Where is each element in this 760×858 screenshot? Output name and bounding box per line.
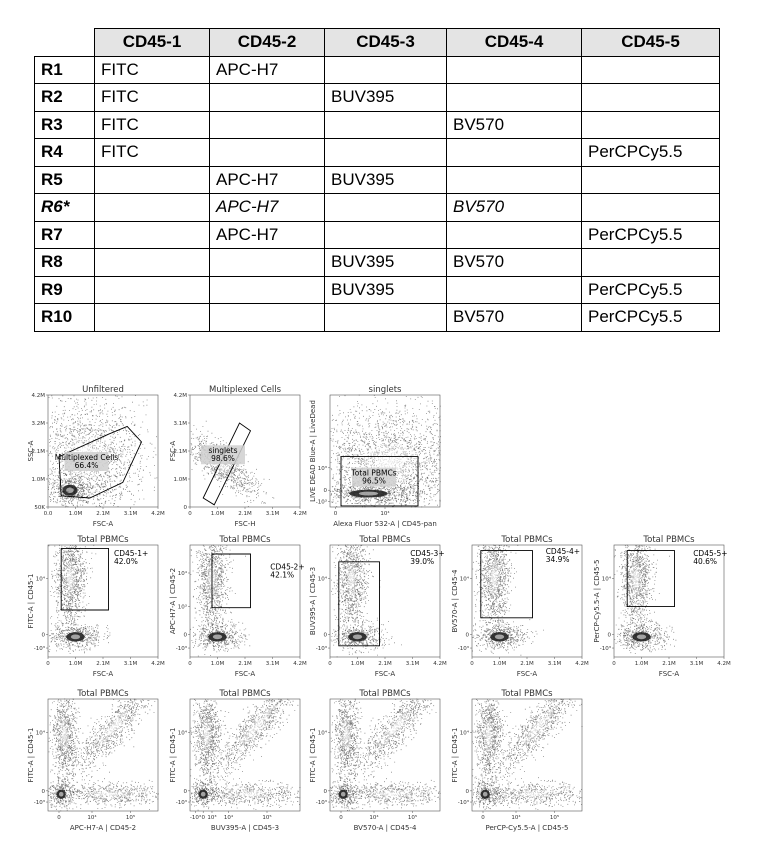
y-tick-label: 4.2M — [173, 393, 187, 399]
x-tick-label: 3.1M — [405, 661, 420, 667]
header-cd45-4: CD45-4 — [447, 29, 582, 57]
x-tick-label: 4.2M — [293, 511, 307, 517]
table-row — [35, 249, 720, 277]
gate-percentage: 98.6% — [211, 454, 235, 464]
table-cell: BV570 — [447, 111, 582, 139]
gate-percentage: 40.6% — [693, 557, 718, 567]
x-axis-label: FSC-A — [92, 520, 114, 528]
header-corner — [35, 29, 95, 57]
gate-name: Multiplexed Cells — [54, 452, 119, 462]
y-tick-label: -10³ — [599, 646, 611, 653]
gate-percentage: 42.0% — [114, 557, 138, 567]
table-cell — [325, 111, 447, 139]
plot-title: Total PBMCs — [77, 689, 129, 699]
plot-canvas — [310, 687, 460, 839]
x-tick-label: 2.1M — [378, 661, 392, 667]
y-axis-label: LIVE DEAD Blue-A | LiveDead — [309, 400, 317, 502]
header-cd45-2: CD45-2 — [210, 29, 325, 57]
x-tick-label: 10⁴ — [223, 815, 234, 821]
x-tick-label: 10⁴ — [380, 511, 390, 517]
x-axis-label: FSC-A — [234, 670, 256, 678]
table-cell — [582, 56, 720, 84]
x-tick-label: 10⁴ — [369, 815, 379, 821]
y-tick-label: 0 — [41, 632, 45, 639]
table-cell — [325, 56, 447, 84]
y-tick-label: 10⁴ — [177, 730, 187, 737]
x-axis-label: BUV395-A | CD45-3 — [210, 824, 280, 832]
table-row — [35, 56, 720, 84]
gate-percentage: 66.4% — [74, 460, 99, 470]
plot-canvas — [170, 383, 320, 535]
table-cell: APC-H7 — [210, 194, 325, 222]
x-tick-label: 10⁵ — [125, 815, 136, 821]
table-cell — [210, 249, 325, 277]
y-tick-label: 0 — [323, 488, 327, 495]
y-tick-label: 10⁴ — [317, 576, 327, 583]
table-cell: BV570 — [447, 194, 582, 222]
y-tick-label: 1.0M — [31, 477, 45, 483]
row-label: R6* — [35, 194, 95, 222]
flow-plot — [452, 533, 602, 685]
y-tick-label: -10³ — [457, 800, 469, 807]
y-tick-label: 10⁴ — [177, 571, 187, 577]
fluorochrome-assignment-table — [34, 28, 720, 332]
y-axis-label: FITC-A | CD45-1 — [309, 727, 317, 783]
y-axis-label: FSC-A — [169, 440, 177, 462]
x-tick-label: 10⁴ — [87, 815, 97, 821]
table-cell — [210, 139, 325, 167]
table-cell — [582, 249, 720, 277]
table-cell — [95, 249, 210, 277]
gate-name: Total PBMCs — [351, 468, 397, 478]
plot-title: Total PBMCs — [501, 689, 553, 699]
x-tick-label: 4.2M — [717, 661, 731, 667]
flow-plot — [310, 687, 460, 839]
row-label: R2 — [35, 84, 95, 112]
table-cell: FITC — [95, 56, 210, 84]
table-cell: FITC — [95, 84, 210, 112]
x-tick-label: 4.2M — [151, 661, 165, 667]
y-axis-label: FITC-A | CD45-1 — [27, 573, 35, 629]
gate-percentage: 42.1% — [270, 570, 295, 580]
row-label: R4 — [35, 139, 95, 167]
table-cell: BUV395 — [325, 276, 447, 304]
x-axis-label: BV570-A | CD45-4 — [353, 824, 417, 832]
y-tick-label: 10⁴ — [601, 576, 611, 583]
plot-title: singlets — [368, 385, 402, 395]
table-row — [35, 139, 720, 167]
y-tick-label: 1.0M — [173, 477, 187, 483]
y-tick-label: 0 — [183, 788, 187, 795]
gate-name: CD45-5+ — [693, 549, 728, 559]
table-cell — [325, 194, 447, 222]
y-tick-label: 10⁴ — [35, 576, 45, 583]
table-cell: PerCPCy5.5 — [582, 221, 720, 249]
y-tick-label: 0 — [465, 788, 469, 795]
x-tick-label: 1.0M — [68, 661, 83, 667]
x-axis-label: FSC-H — [234, 520, 256, 528]
y-tick-label: -10³ — [315, 800, 327, 807]
gate-name: CD45-4+ — [545, 546, 581, 556]
table-row — [35, 84, 720, 112]
flow-plot — [594, 533, 744, 685]
y-tick-label: -10³ — [315, 646, 327, 653]
plot-canvas — [170, 533, 320, 685]
flow-plot — [310, 533, 460, 685]
flow-plot — [170, 687, 320, 839]
y-tick-label: 3.1M — [173, 421, 187, 427]
flow-plot — [170, 533, 320, 685]
table-cell — [582, 84, 720, 112]
table-cell — [447, 166, 582, 194]
header-cd45-5: CD45-5 — [582, 29, 720, 57]
y-tick-label: 10³ — [317, 465, 327, 472]
y-tick-label: 2.1M — [31, 449, 45, 455]
table-cell — [447, 221, 582, 249]
table-cell: BUV395 — [325, 166, 447, 194]
table-row — [35, 166, 720, 194]
x-tick-label: 10⁵ — [549, 815, 560, 821]
header-cd45-3: CD45-3 — [325, 29, 447, 57]
x-tick-label: 0 — [188, 511, 192, 517]
x-tick-label: 2.1M — [238, 511, 252, 517]
x-tick-label: 0 — [470, 661, 474, 667]
x-tick-label: 0 — [333, 511, 338, 517]
table-cell — [447, 56, 582, 84]
plot-title: Total PBMCs — [359, 535, 411, 545]
x-axis-label: FSC-A — [658, 670, 680, 678]
plot-canvas — [452, 533, 602, 685]
gate-name: CD45-3+ — [410, 549, 445, 559]
y-axis-label: FITC-A | CD45-1 — [27, 727, 35, 783]
x-tick-label: 3.1M — [123, 511, 138, 517]
table-cell — [582, 194, 720, 222]
x-tick-label: 1.0M — [492, 661, 507, 667]
table-cell — [325, 221, 447, 249]
x-tick-label: 1.0M — [350, 661, 365, 667]
x-tick-label: 0 — [188, 661, 192, 667]
table-cell: PerCPCy5.5 — [582, 276, 720, 304]
table-row — [35, 194, 720, 222]
gate-percentage: 39.0% — [410, 557, 435, 567]
plot-canvas — [594, 533, 744, 685]
table-cell: BUV395 — [325, 249, 447, 277]
table-cell: BV570 — [447, 304, 582, 332]
x-axis-label: PerCP-Cy5.5-A | CD45-5 — [485, 824, 569, 832]
plot-canvas — [28, 687, 178, 839]
table-cell — [95, 166, 210, 194]
table-cell — [210, 304, 325, 332]
x-tick-label: 3.1M — [547, 661, 562, 667]
x-axis-label: FSC-A — [516, 670, 538, 678]
y-axis-label: PerCP-Cy5.5-A | CD45-5 — [593, 559, 601, 643]
plot-canvas — [170, 687, 320, 839]
x-tick-label: 3.1M — [265, 511, 280, 517]
table-cell: APC-H7 — [210, 56, 325, 84]
x-tick-label: 10⁴ — [511, 815, 521, 821]
plot-canvas — [28, 533, 178, 685]
x-tick-label: 2.1M — [662, 661, 676, 667]
plot-canvas — [452, 687, 602, 839]
table-cell: FITC — [95, 139, 210, 167]
x-tick-label: 2.1M — [96, 511, 110, 517]
plot-title: Total PBMCs — [219, 689, 271, 699]
gate-name: CD45-2+ — [270, 562, 305, 572]
table-cell — [95, 276, 210, 304]
x-tick-label: 1.0M — [210, 661, 225, 667]
y-axis-label: BUV395-A | CD45-3 — [309, 566, 317, 636]
x-tick-label: 4.2M — [293, 661, 307, 667]
x-tick-label: 0 — [201, 815, 205, 821]
flow-plot — [170, 383, 320, 535]
flow-plot — [28, 533, 178, 685]
plot-canvas — [310, 533, 460, 685]
y-tick-label: -10³ — [175, 800, 187, 807]
y-tick-label: 10⁴ — [459, 730, 469, 737]
x-tick-label: 0 — [57, 815, 61, 821]
x-tick-label: 3.1M — [689, 661, 704, 667]
x-tick-label: 1.0M — [68, 511, 83, 517]
y-axis-label: FITC-A | CD45-1 — [451, 727, 459, 783]
y-tick-label: 4.2M — [31, 393, 45, 399]
x-tick-label: 3.1M — [123, 661, 138, 667]
gate-name: CD45-1+ — [114, 549, 149, 559]
table-cell — [210, 84, 325, 112]
y-axis-label: FITC-A | CD45-1 — [169, 727, 177, 783]
y-axis-label: BV570-A | CD45-4 — [451, 569, 459, 633]
y-tick-label: 50K — [34, 505, 45, 511]
x-axis-label: APC-H7-A | CD45-2 — [69, 824, 137, 832]
plot-title: Total PBMCs — [219, 535, 271, 545]
y-tick-label: 0 — [323, 788, 327, 795]
y-tick-label: 0 — [607, 632, 611, 639]
y-axis-label: APC-H7-A | CD45-2 — [169, 567, 177, 635]
x-axis-label: FSC-A — [92, 670, 114, 678]
table-cell: FITC — [95, 111, 210, 139]
table-row — [35, 304, 720, 332]
y-tick-label: -10³ — [33, 800, 45, 807]
y-tick-label: 10⁴ — [317, 730, 327, 737]
header-cd45-1: CD45-1 — [95, 29, 210, 57]
plot-title: Total PBMCs — [77, 535, 129, 545]
y-tick-label: 10⁴ — [35, 730, 45, 737]
table-cell: BV570 — [447, 249, 582, 277]
table-cell — [95, 221, 210, 249]
table-cell: PerCPCy5.5 — [582, 304, 720, 332]
x-tick-label: 0 — [339, 815, 343, 821]
row-label: R9 — [35, 276, 95, 304]
table-cell: APC-H7 — [210, 221, 325, 249]
x-tick-label: 3.1M — [265, 661, 280, 667]
x-tick-label: 0 — [481, 815, 485, 821]
x-tick-label: 0 — [46, 661, 50, 667]
row-label: R10 — [35, 304, 95, 332]
table-cell — [95, 304, 210, 332]
table-cell — [447, 84, 582, 112]
plot-canvas — [310, 383, 460, 535]
row-label: R3 — [35, 111, 95, 139]
y-tick-label: 2.1M — [173, 449, 187, 455]
y-tick-label: 0 — [183, 505, 187, 511]
y-tick-label: -10³ — [457, 646, 469, 653]
x-tick-label: 10⁵ — [262, 815, 272, 821]
y-tick-label: 0 — [41, 788, 45, 795]
x-tick-label: -10³ — [189, 815, 202, 821]
plot-title: Total PBMCs — [359, 689, 411, 699]
flow-plot — [452, 687, 602, 839]
x-tick-label: 1.0M — [634, 661, 649, 667]
plot-canvas — [28, 383, 178, 535]
flow-plot — [28, 383, 178, 535]
gate-name: singlets — [208, 446, 238, 456]
x-tick-label: 2.1M — [520, 661, 534, 667]
x-tick-label: 2.1M — [238, 661, 252, 667]
row-label: R1 — [35, 56, 95, 84]
table-cell — [210, 276, 325, 304]
x-tick-label: 4.2M — [575, 661, 589, 667]
y-tick-label: 3.2M — [31, 421, 45, 427]
row-label: R8 — [35, 249, 95, 277]
y-axis-label: SSC-A — [27, 440, 35, 462]
x-tick-label: 0.0 — [43, 511, 53, 517]
x-tick-label: 1.0M — [210, 511, 225, 517]
x-tick-label: 4.2M — [433, 661, 447, 667]
flow-plot — [310, 383, 460, 535]
x-tick-label: 4.2M — [151, 511, 165, 517]
gate-percentage: 34.9% — [545, 554, 570, 564]
y-tick-label: 10⁴ — [459, 576, 469, 583]
x-axis-label: FSC-A — [374, 670, 396, 678]
x-tick-label: 10⁵ — [407, 815, 418, 821]
table-cell — [95, 194, 210, 222]
plot-title: Unfiltered — [82, 385, 124, 395]
table-cell — [210, 111, 325, 139]
table-cell: BUV395 — [325, 84, 447, 112]
y-tick-label: 0 — [465, 632, 469, 639]
table-cell — [582, 166, 720, 194]
x-tick-label: 0 — [328, 661, 332, 667]
table-row — [35, 111, 720, 139]
table-cell — [447, 276, 582, 304]
table-cell: APC-H7 — [210, 166, 325, 194]
y-tick-label: 10³ — [177, 604, 187, 611]
plot-title: Multiplexed Cells — [208, 385, 282, 395]
plot-title: Total PBMCs — [501, 535, 553, 545]
y-tick-label: 0 — [183, 632, 187, 639]
y-tick-label: -10³ — [175, 646, 187, 653]
plot-title: Total PBMCs — [643, 535, 695, 545]
y-tick-label: -10³ — [315, 499, 327, 506]
table-cell — [582, 111, 720, 139]
gate-percentage: 96.5% — [362, 476, 386, 486]
y-tick-label: 0 — [323, 632, 327, 639]
x-axis-label: Alexa Fluor 532-A | CD45-pan — [333, 520, 437, 528]
table-row — [35, 276, 720, 304]
table-row — [35, 221, 720, 249]
x-tick-label: 0 — [612, 661, 616, 667]
x-tick-label: 10³ — [207, 815, 217, 821]
row-label: R5 — [35, 166, 95, 194]
table-cell — [325, 139, 447, 167]
table-cell: PerCPCy5.5 — [582, 139, 720, 167]
table-header-row — [35, 29, 720, 57]
row-label: R7 — [35, 221, 95, 249]
y-tick-label: -10³ — [33, 646, 45, 653]
table-cell — [447, 139, 582, 167]
table-cell — [325, 304, 447, 332]
x-tick-label: 2.1M — [96, 661, 110, 667]
flow-plot — [28, 687, 178, 839]
table-body — [35, 56, 720, 331]
